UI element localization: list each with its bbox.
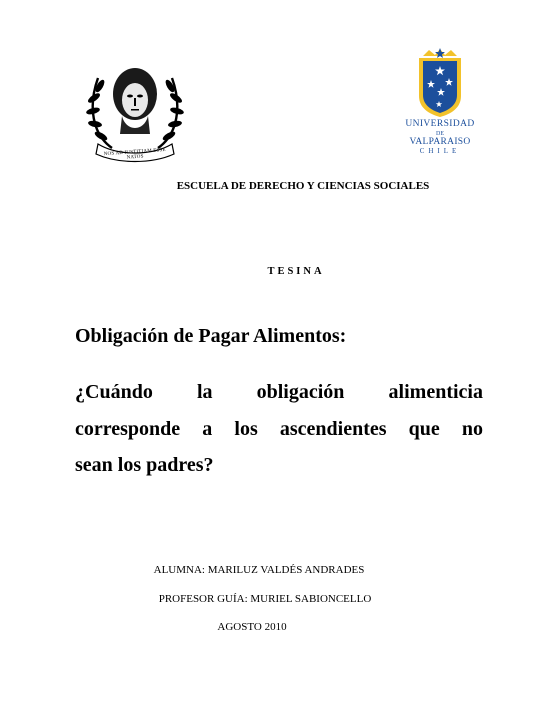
subtitle-word: a [202,417,213,440]
subtitle-word: ¿Cuándo [75,381,153,403]
subtitle-word: ascendientes [279,417,387,440]
subtitle-line-3 [75,447,483,484]
university-name-line3: VALPARAISO [409,136,471,147]
university-name-line1: UNIVERSIDAD [405,119,475,129]
author-line: ALUMNA: MARILUZ VALDÉS ANDRADES [153,564,365,576]
faculty-seal-logo [82,56,188,164]
subtitle-word: obligación [256,381,345,403]
university-logo [400,48,480,166]
subtitle-word: los [234,417,258,440]
shield-stars-icon [415,48,465,118]
subtitle-word: alimenticia [388,381,483,403]
subtitle-word: que [408,417,440,440]
thesis-subtitle [75,374,483,484]
subtitle-line-1 [75,374,483,411]
seal-motto: NOS AD IUSTITIAM ESSE NATOS [103,147,166,161]
university-name-line4: CHILE [419,147,461,155]
subtitle-word: corresponde [75,417,181,440]
subtitle-word: no [461,417,483,440]
date-line: AGOSTO 2010 [217,621,287,633]
subtitle-line-2 [75,411,483,448]
university-name [400,120,480,155]
advisor-line: PROFESOR GUÍA: MURIEL SABIONCELLO [158,593,372,605]
subtitle-word: la [196,381,213,403]
thesis-title: Obligación de Pagar Alimentos: [75,325,347,347]
school-name: ESCUELA DE DERECHO Y CIENCIAS SOCIALES [176,180,430,192]
subtitle-word: sean los padres? [75,454,214,476]
university-name-line2: DE [436,130,444,137]
document-type: TESINA [267,266,325,277]
